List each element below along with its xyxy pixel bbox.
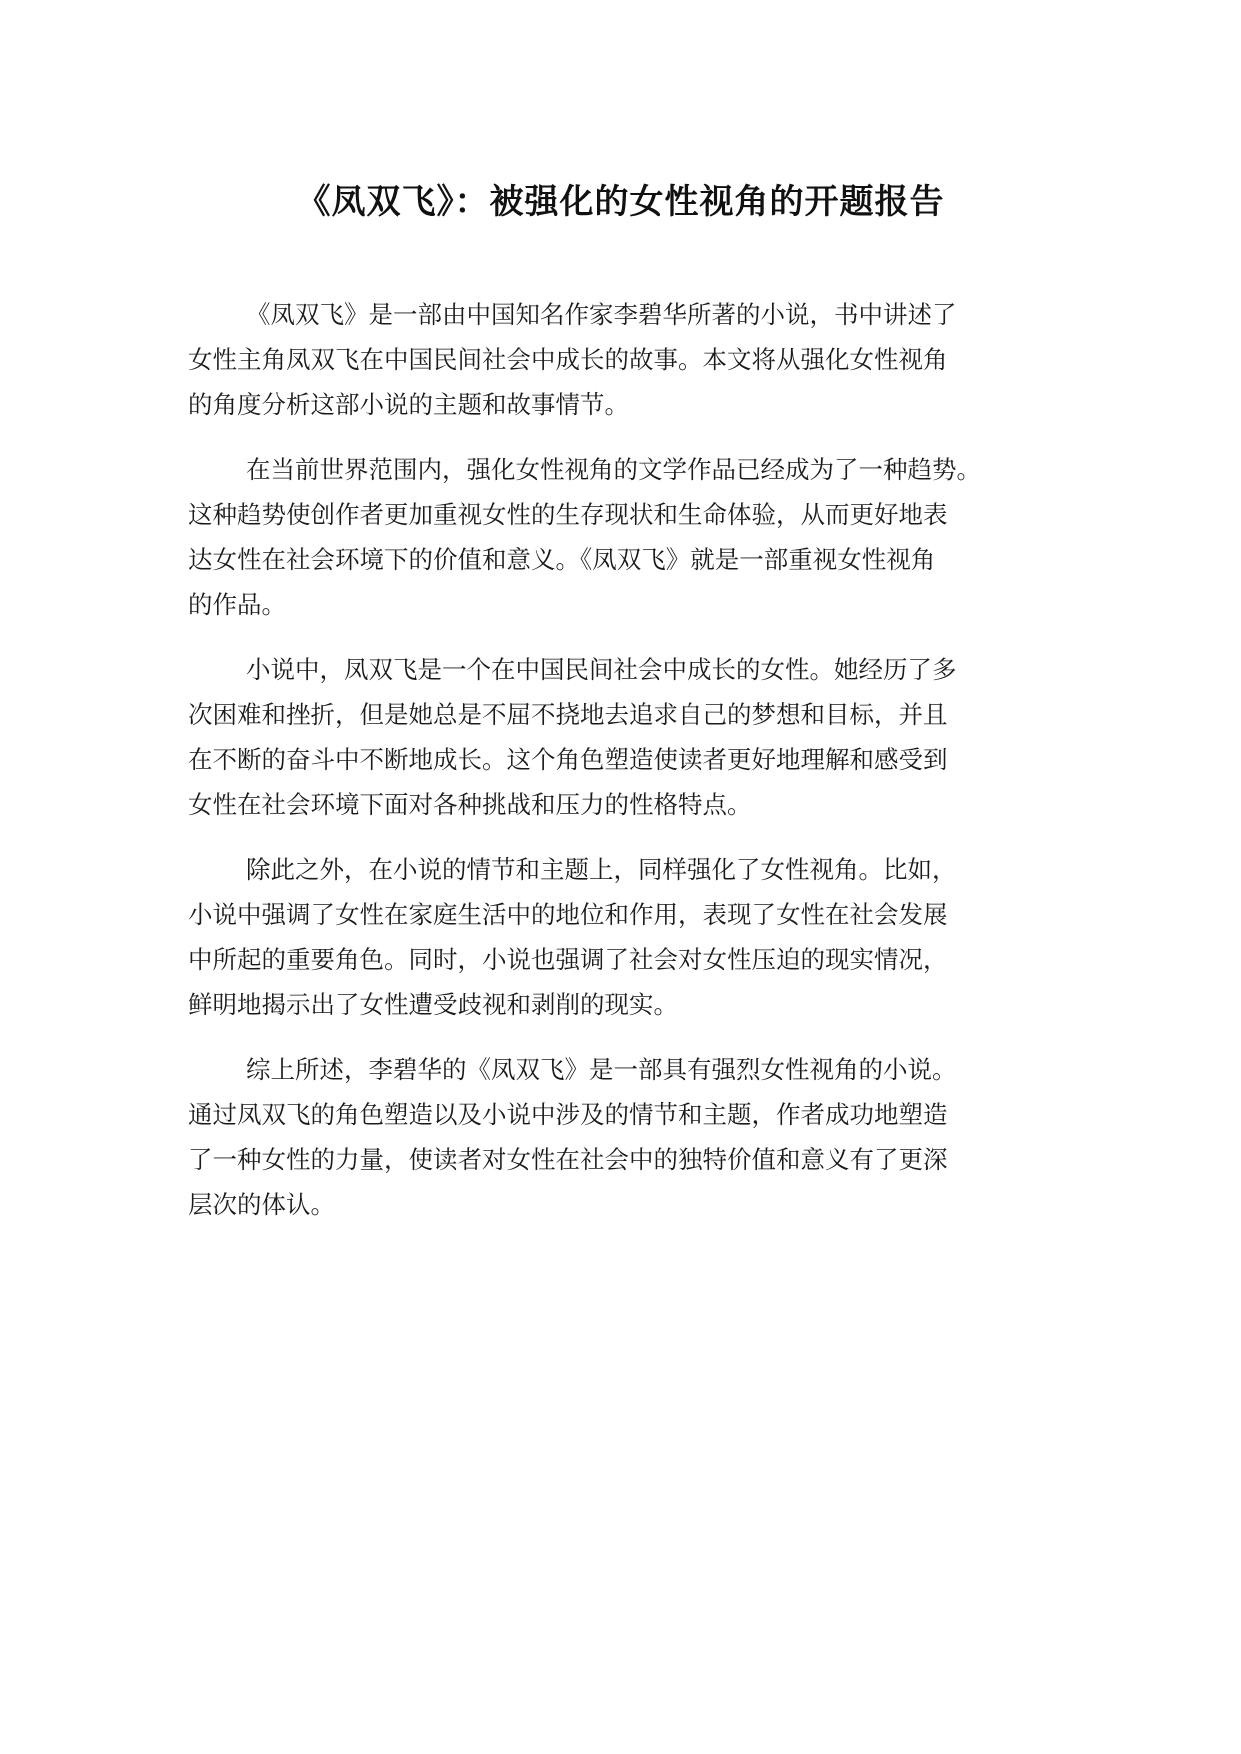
paragraph-line: 达女性在社会环境下的价值和意义。《凤双飞》就是一部重视女性视角 [188, 545, 936, 574]
paragraph-2 [188, 447, 1048, 627]
paragraph-line: 女性主角凤双飞在中国民间社会中成长的故事。本文将从强化女性视角 [188, 345, 948, 374]
paragraph-line: 综上所述，李碧华的《凤双飞》是一部具有强烈女性视角的小说。 [246, 1055, 957, 1084]
paragraph-line: 小说中强调了女性在家庭生活中的地位和作用，表现了女性在社会发展 [188, 900, 948, 929]
paragraph-3 [188, 647, 1048, 827]
paragraph-line: 的角度分析这部小说的主题和故事情节。 [188, 390, 629, 419]
paragraph-4 [188, 847, 1048, 1027]
paragraph-line: 的作品。 [188, 590, 286, 619]
paragraph-line: 层次的体认。 [188, 1190, 335, 1219]
paragraph-line: 小说中，凤双飞是一个在中国民间社会中成长的女性。她经历了多 [246, 655, 957, 684]
paragraph-line: 鲜明地揭示出了女性遭受歧视和剥削的现实。 [188, 990, 678, 1019]
paragraph-line: 这种趋势使创作者更加重视女性的生存现状和生命体验，从而更好地表 [188, 500, 948, 529]
paragraph-line: 在不断的奋斗中不断地成长。这个角色塑造使读者更好地理解和感受到 [188, 745, 948, 774]
paragraph-line: 中所起的重要角色。同时，小说也强调了社会对女性压迫的现实情况， [188, 945, 948, 974]
document-body [188, 292, 1048, 1247]
paragraph-5 [188, 1047, 1048, 1227]
document-title: 《凤双飞》：被强化的女性视角的开题报告 [296, 182, 945, 222]
paragraph-line: 在当前世界范围内，强化女性视角的文学作品已经成为了一种趋势。 [246, 455, 981, 484]
paragraph-line: 次困难和挫折，但是她总是不屈不挠地去追求自己的梦想和目标，并且 [188, 700, 948, 729]
paragraph-line: 了一种女性的力量，使读者对女性在社会中的独特价值和意义有了更深 [188, 1145, 948, 1174]
paragraph-line: 除此之外，在小说的情节和主题上，同样强化了女性视角。比如， [246, 855, 957, 884]
paragraph-line: 通过凤双飞的角色塑造以及小说中涉及的情节和主题，作者成功地塑造 [188, 1100, 948, 1129]
paragraph-line: 《凤双飞》是一部由中国知名作家李碧华所著的小说，书中讲述了 [246, 300, 957, 329]
paragraph-1 [188, 292, 1048, 427]
paragraph-line: 女性在社会环境下面对各种挑战和压力的性格特点。 [188, 790, 752, 819]
